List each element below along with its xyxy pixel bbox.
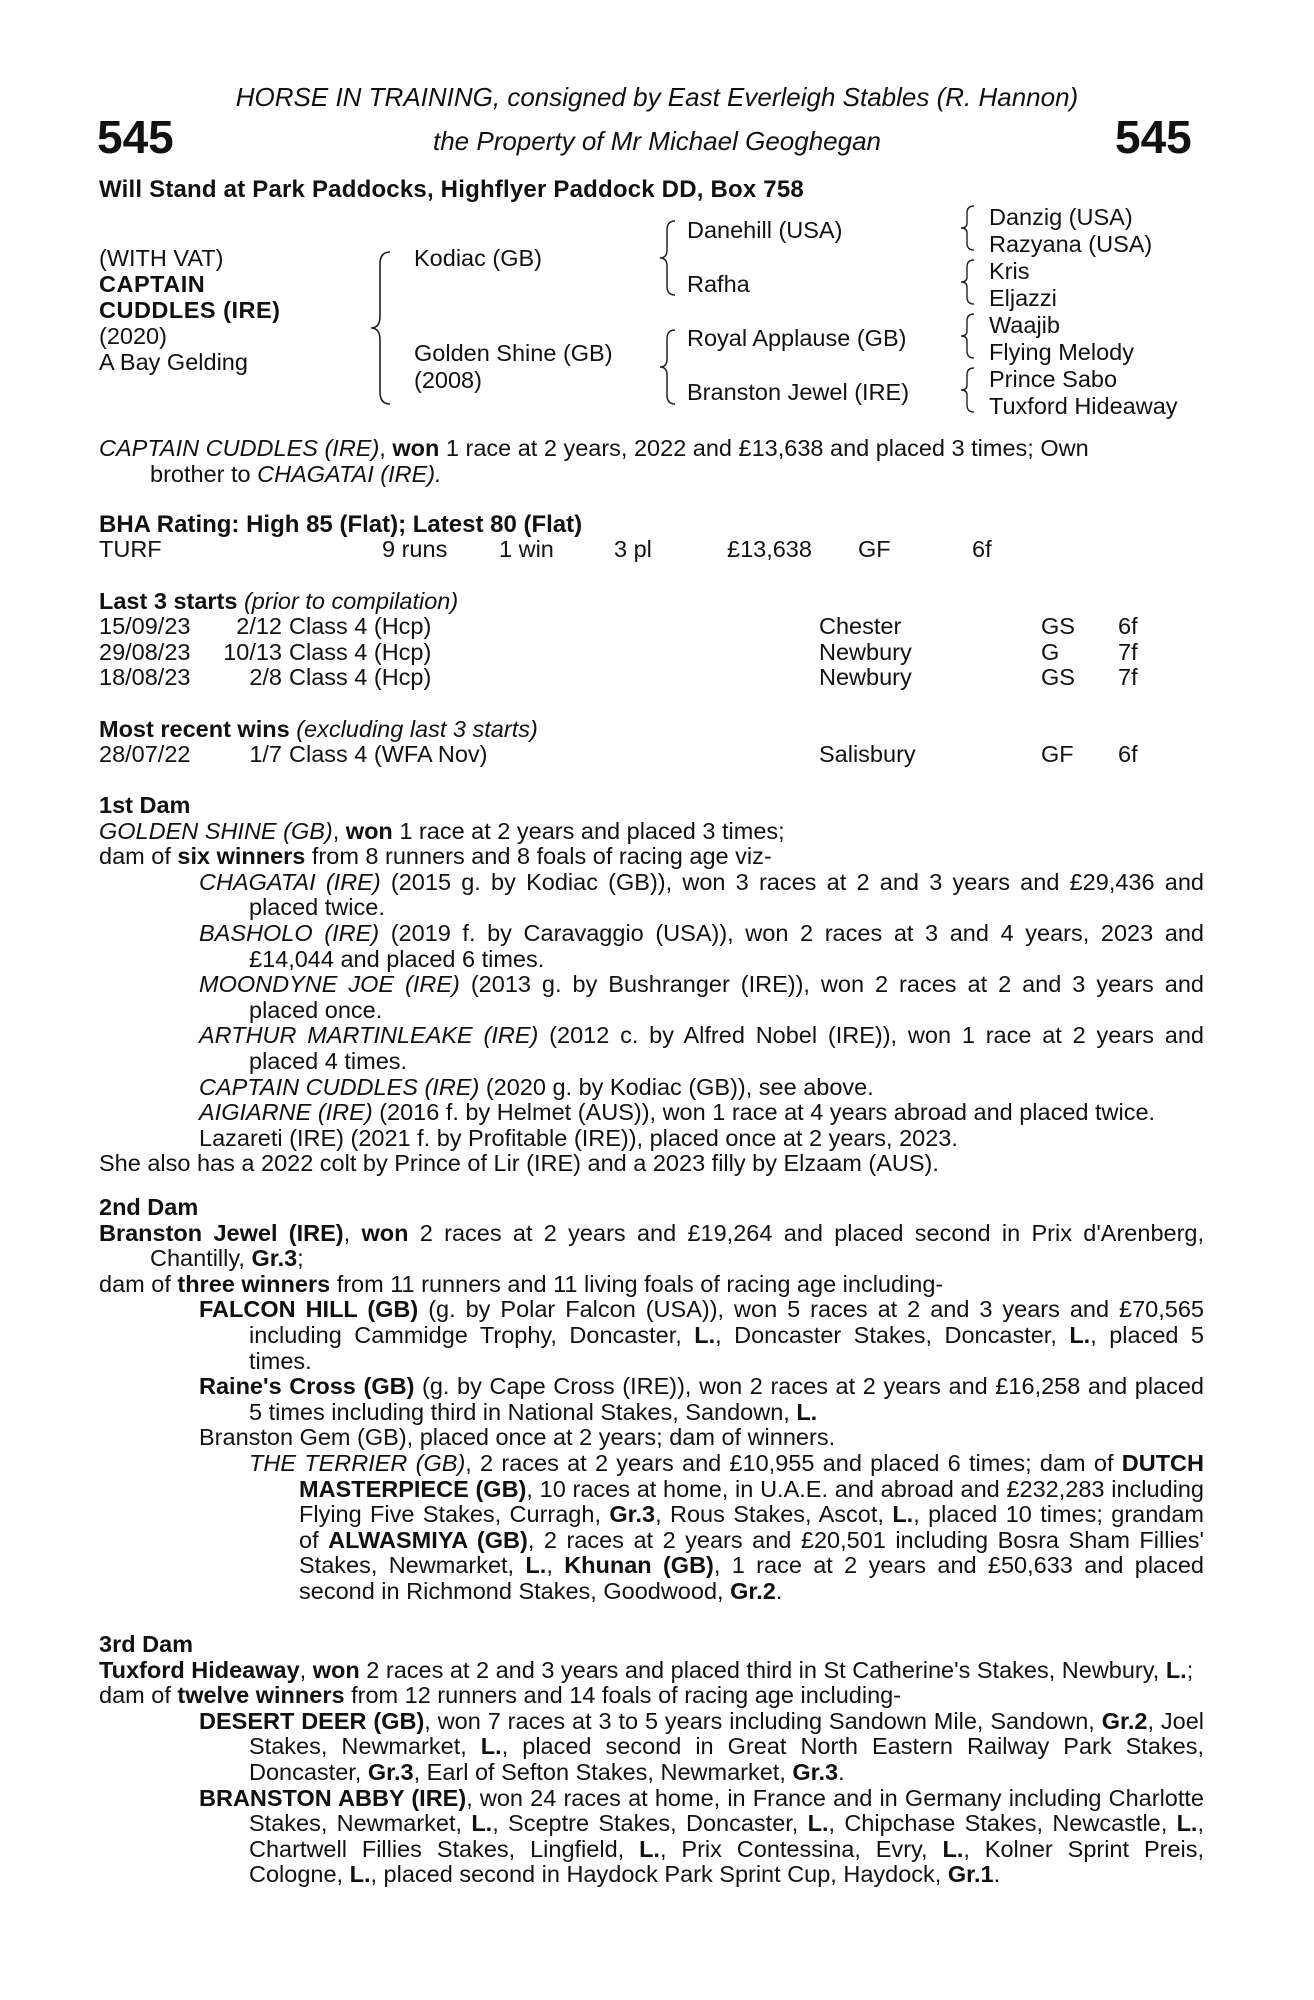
dam2-winners: three winners: [177, 1270, 331, 1297]
pedigree-gg3: Kris: [989, 258, 1030, 284]
last-starts-title: Last 3 starts: [99, 588, 238, 614]
form-pos: 2/8: [249, 664, 282, 691]
form-going: GF: [1041, 741, 1074, 767]
third-dam-section: 3rd Dam Tuxford Hideaway, won 2 races at 2 and 3 years and placed third in St Catherine's Stakes, Newbury, L.; dam of twelve winners from 12 runners and 14 foals of racing age including- DESERT DEER (GB), won 7 races at 3 to 5 years including Sandown Mile, Sandown, Gr.2, Joel Stakes, Newmarket, L., placed second in Great North Eastern Railway Park Stakes, Doncaster, Gr.3, Earl of Sefton Stakes, Newmarket, Gr.3. BRANSTON ABBY (IRE), won 24 races at home, in France and in Germany including Charlotte Stakes, Newmarket, L., Sceptre Stakes, Doncaster, L., Chipchase Stakes, Newcastle, L., Chartwell Fillies Stakes, Lingfield, L., Prix Contessina, Evry, L., Kolner Sprint Preis, Cologne, L., placed second in Haydock Park Sprint Cup, Haydock, Gr.1.: [99, 1631, 1205, 1888]
lot-number-left: 545: [97, 111, 174, 163]
dam1-produce-item: AIGIARNE (IRE) (2016 f. by Helmet (AUS)), won 1 race at 4 years abroad and placed twice.: [199, 1099, 1156, 1126]
form-course: Chester: [819, 613, 902, 639]
form-dist: 6f: [1118, 613, 1138, 639]
form-course: Salisbury: [819, 741, 916, 767]
dam3-winners: twelve winners: [177, 1682, 345, 1709]
dam2-grandproduce-the-terrier: THE TERRIER (GB), 2 races at 2 years and £10,955 and placed 6 times; dam of DUTCH MASTERPIECE (GB), 10 races at home, in U.A.E. and abroad and £232,283 including Flying Five Stakes, Curragh, Gr.3, Rous Stakes, Ascot, L., placed 10 times; grandam of ALWASMIYA (GB), 2 races at 2 years and £20,501 including Bosra Sham Fillies' Stakes, Newmarket, L., Khunan (GB), 1 race at 2 years and £50,633 and placed second in Richmond Stakes, Goodwood, Gr.2.: [249, 1449, 1205, 1604]
form-pos: 10/13: [223, 638, 282, 665]
form-race: Class 4 (Hcp): [289, 664, 432, 691]
dam1-produce-item: CHAGATAI (IRE) (2015 g. by Kodiac (GB)), won 3 races at 2 and 3 years and £29,436 and placed twice.: [199, 868, 1204, 921]
form-dist: 6f: [1118, 741, 1138, 767]
form-going: G: [1041, 638, 1060, 665]
horse-name-line1: CAPTAIN: [99, 271, 206, 297]
dam1-record: 1 race at 2 years and placed 3 times;: [392, 817, 785, 844]
pedigree-brace-main: [368, 248, 398, 408]
turf-surface: TURF: [99, 536, 162, 562]
pedigree-sire: Kodiac (GB): [414, 245, 542, 271]
form-going: GS: [1041, 664, 1075, 691]
dam1-name: GOLDEN SHINE (GB): [99, 817, 333, 844]
vat-note: (WITH VAT): [99, 245, 224, 271]
dam3-name: Tuxford Hideaway: [99, 1656, 300, 1683]
horse-description: A Bay Gelding: [99, 349, 248, 375]
race-summary: CAPTAIN CUDDLES (IRE), won 1 race at 2 years, 2022 and £13,638 and placed 3 times; Own brother to CHAGATAI (IRE).: [99, 435, 1089, 487]
pedigree-sire-sire: Danehill (USA): [687, 217, 843, 243]
form-race: Class 4 (Hcp): [289, 613, 432, 639]
pedigree-dam-line1: Golden Shine (GB): [414, 340, 613, 366]
turf-placed: 3 pl: [614, 536, 652, 562]
recent-wins-heading: [99, 716, 538, 743]
header-property: the Property of Mr Michael Geoghegan: [432, 126, 882, 156]
form-race: Class 4 (WFA Nov): [289, 741, 488, 767]
stand-location: Will Stand at Park Paddocks, Highflyer Paddock DD, Box 758: [99, 176, 804, 203]
pedigree-gg4: Eljazzi: [989, 285, 1057, 311]
form-pos: 2/12: [236, 613, 282, 639]
form-dist: 7f: [1118, 664, 1138, 691]
form-dist: 7f: [1118, 638, 1138, 665]
dam2-heading: 2nd Dam: [99, 1194, 199, 1220]
pedigree-brace-g3: [958, 311, 978, 361]
dam1-produce-item: ARTHUR MARTINLEAKE (IRE) (2012 c. by Alfred Nobel (IRE)), won 1 race at 2 years and placed 4 times.: [199, 1022, 1204, 1074]
form-course: Newbury: [819, 664, 912, 691]
dam1-produce-item: BASHOLO (IRE) (2019 f. by Caravaggio (USA)), won 2 races at 3 and 4 years, 2023 and £14,044 and placed 6 times.: [199, 919, 1204, 972]
pedigree-sire-dam: Rafha: [687, 271, 750, 297]
form-pos: 1/7: [249, 741, 282, 767]
pedigree-brace-g4: [958, 365, 978, 415]
dam1-dam-of-post: from 8 runners and 8 foals of racing age viz-: [305, 843, 772, 870]
dam3-produce-desert-deer: DESERT DEER (GB), won 7 races at 3 to 5 years including Sandown Mile, Sandown, Gr.2, Joel Stakes, Newmarket, L., placed second in Great North Eastern Railway Park Stakes, Doncaster, Gr.3, Earl of Sefton Stakes, Newmarket, Gr.3.: [199, 1707, 1204, 1785]
header-consignor: HORSE IN TRAINING, consigned by East Everleigh Stables (R. Hannon): [235, 82, 1079, 112]
lot-number-right: 545: [1115, 111, 1192, 163]
dam3-heading: 3rd Dam: [99, 1631, 194, 1657]
last-starts-heading: [99, 588, 458, 615]
pedigree-gg7: Prince Sabo: [989, 366, 1118, 392]
turf-going: GF: [858, 536, 891, 562]
second-dam-section: 2nd Dam Branston Jewel (IRE), won 2 races at 2 years and £19,264 and placed second in Prix d'Arenberg, Chantilly, Gr.3; dam of three winners from 11 runners and 11 living foals of racing age including- FALCON HILL (GB) (g. by Polar Falcon (USA)), won 5 races at 2 and 3 years and £70,565 including Cammidge Trophy, Doncaster, L., Doncaster Stakes, Doncaster, L., placed 5 times. Raine's Cross (GB) (g. by Cape Cross (IRE)), won 2 races at 2 years and £16,258 and placed 5 times including third in National Stakes, Sandown, L. Branston Gem (GB), placed once at 2 years; dam of winners. THE TERRIER (GB), 2 races at 2 years and £10,955 and placed 6 times; dam of DUTCH MASTERPIECE (GB), 10 races at home, in U.A.E. and abroad and £232,283 including Flying Five Stakes, Curragh, Gr.3, Rous Stakes, Ascot, L., placed 10 times; grandam of ALWASMIYA (GB), 2 races at 2 years and £20,501 including Bosra Sham Fillies' Stakes, Newmarket, L., Khunan (GB), 1 race at 2 years and £50,633 and placed second in Richmond Stakes, Goodwood, Gr.2.: [99, 1194, 1205, 1604]
recent-wins-title: Most recent wins: [99, 716, 290, 742]
form-date: 18/08/23: [99, 664, 191, 691]
first-dam-section: 1st Dam GOLDEN SHINE (GB), won 1 race at 2 years and placed 3 times; dam of six winners from 8 runners and 8 foals of racing age viz- CHAGATAI (IRE) (2015 g. by Kodiac (GB)), won 3 races at 2 and 3 years and £29,436 and placed twice. BASHOLO (IRE) (2019 f. by Caravaggio (USA)), won 2 races at 3 and 4 years, 2023 and £14,044 and placed 6 times. MOONDYNE JOE (IRE) (2013 g. by Bushranger (IRE)), won 2 races at 2 and 3 years and placed once. ARTHUR MARTINLEAKE (IRE) (2012 c. by Alfred Nobel (IRE)), won 1 race at 2 years and placed 4 times. CAPTAIN CUDDLES (IRE) (2020 g. by Kodiac (GB)), see above. AIGIARNE (IRE) (2016 f. by Helmet (AUS)), won 1 race at 4 years abroad and placed twice. Lazareti (IRE) (2021 f. by Profitable (IRE)), placed once at 2 years, 2023. She also has a 2022 colt by Prince of Lir (IRE) and a 2023 filly by Elzaam (AUS).: [99, 792, 1204, 1177]
form-race: Class 4 (Hcp): [289, 638, 432, 665]
turf-wins: 1 win: [499, 536, 554, 562]
dam1-produce-item: MOONDYNE JOE (IRE) (2013 g. by Bushranger (IRE)), won 2 races at 2 and 3 years and placed once.: [199, 971, 1204, 1023]
dam1-heading: 1st Dam: [99, 792, 191, 818]
dam3-won: won: [312, 1656, 360, 1683]
summary-line2-name: CHAGATAI (IRE).: [257, 460, 442, 487]
dam2-produce-raines-cross: Raine's Cross (GB) (g. by Cape Cross (IRE)), won 2 races at 2 years and £16,258 and placed 5 times including third in National Stakes, Sandown, L.: [199, 1373, 1204, 1425]
form-date: 28/07/22: [99, 741, 191, 767]
pedigree-dam-dam: Branston Jewel (IRE): [687, 379, 910, 405]
form-going: GS: [1041, 613, 1075, 639]
recent-wins-note: (excluding last 3 starts): [296, 716, 538, 742]
horse-name-line2: CUDDLES (IRE): [99, 297, 281, 323]
summary-horse-name: CAPTAIN CUDDLES (IRE): [99, 435, 380, 461]
dam1-also-note: She also has a 2022 colt by Prince of Lir (IRE) and a 2023 filly by Elzaam (AUS).: [99, 1150, 939, 1177]
form-course: Newbury: [819, 638, 912, 665]
pedigree-gg1: Danzig (USA): [989, 204, 1133, 230]
dam2-name: Branston Jewel (IRE): [99, 1219, 344, 1246]
form-date: 29/08/23: [99, 638, 191, 665]
bha-rating-heading: BHA Rating: High 85 (Flat); Latest 80 (Flat): [99, 511, 583, 538]
pedigree-gg5: Waajib: [989, 312, 1060, 338]
dam2-record: 2 races at 2 years and £19,264 and placed second in Prix d'Arenberg, Chantilly,: [150, 1219, 1205, 1272]
pedigree-dam-sire: Royal Applause (GB): [687, 325, 907, 351]
last-starts-note: (prior to compilation): [243, 588, 459, 614]
pedigree-dam-line2: (2008): [414, 367, 482, 393]
dam2-produce-falcon-hill: FALCON HILL (GB) (g. by Polar Falcon (USA)), won 5 races at 2 and 3 years and £70,565 including Cammidge Trophy, Doncaster, L., Doncaster Stakes, Doncaster, L., placed 5 times.: [199, 1296, 1204, 1374]
dam2-record-grade: Gr.3: [251, 1245, 298, 1272]
turf-runs: 9 runs: [382, 536, 448, 562]
pedigree-brace-sire: [657, 218, 679, 298]
dam1-dam-of-pre: dam of: [99, 843, 178, 870]
pedigree-brace-dam: [657, 327, 679, 407]
pedigree-gg8: Tuxford Hideaway: [989, 393, 1178, 419]
pedigree-gg6: Flying Melody: [989, 339, 1134, 365]
dam3-produce-branston-abby: BRANSTON ABBY (IRE), won 24 races at home, in France and in Germany including Charlotte Stakes, Newmarket, L., Sceptre Stakes, Doncaster, L., Chipchase Stakes, Newcastle, L., Chartwell Fillies Stakes, Lingfield, L., Prix Contessina, Evry, L., Kolner Sprint Preis, Cologne, L., placed second in Haydock Park Sprint Cup, Haydock, Gr.1.: [199, 1784, 1205, 1888]
pedigree-gg2: Razyana (USA): [989, 231, 1153, 257]
summary-won: won: [392, 435, 440, 461]
dam2-won: won: [361, 1219, 409, 1246]
form-date: 15/09/23: [99, 613, 191, 639]
dam1-produce-plain: Lazareti (IRE) (2021 f. by Profitable (IRE)), placed once at 2 years, 2023.: [199, 1124, 958, 1151]
pedigree-brace-g1: [958, 203, 978, 253]
pedigree-brace-g2: [958, 257, 978, 307]
dam1-produce-item: CAPTAIN CUDDLES (IRE) (2020 g. by Kodiac (GB)), see above.: [199, 1073, 874, 1100]
dam1-winners: six winners: [177, 843, 306, 870]
turf-distance: 6f: [972, 536, 992, 562]
dam2-produce-branston-gem: Branston Gem (GB), placed once at 2 years; dam of winners.: [199, 1424, 836, 1451]
dam1-won: won: [345, 817, 393, 844]
turf-prize: £13,638: [727, 536, 812, 562]
summary-line2-pre: brother to: [150, 460, 258, 487]
summary-text: 1 race at 2 years, 2022 and £13,638 and placed 3 times; Own: [439, 435, 1089, 461]
horse-year: (2020): [99, 323, 167, 349]
